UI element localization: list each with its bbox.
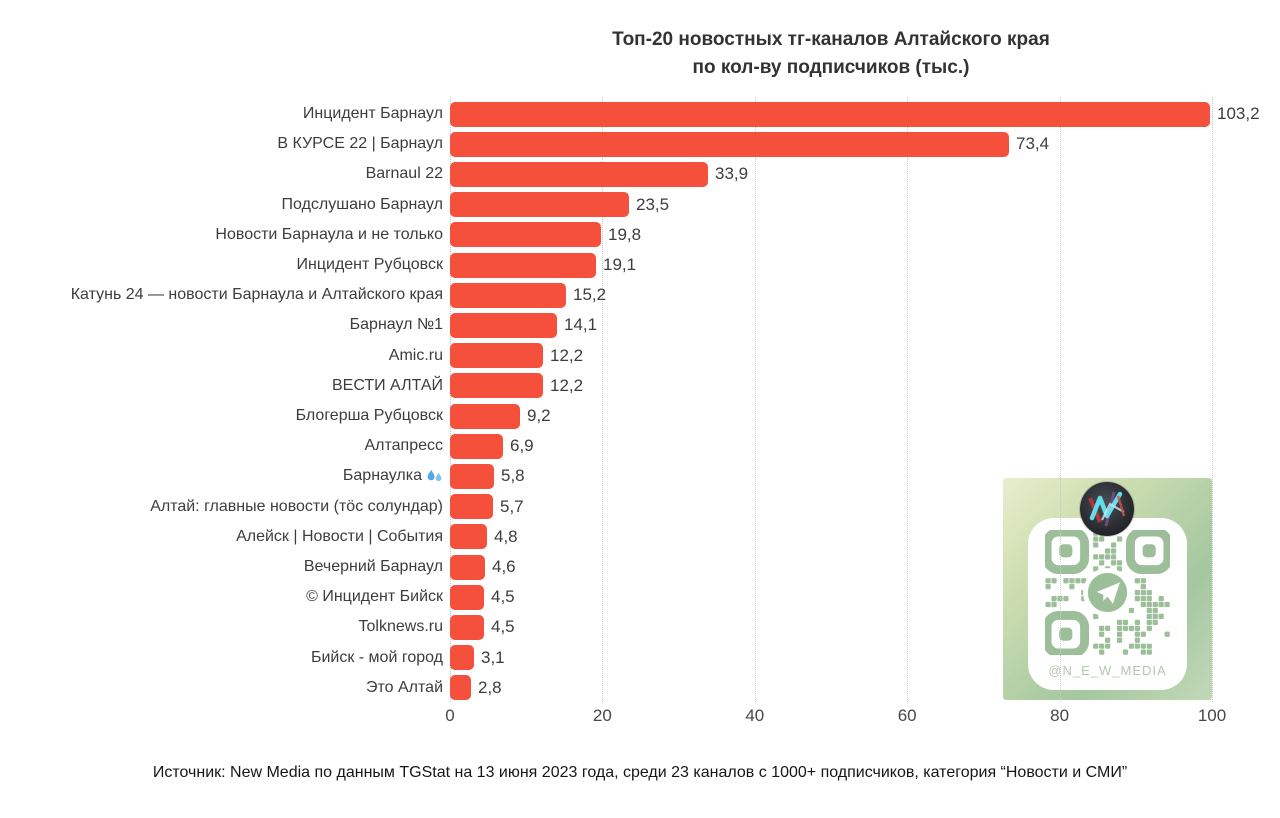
category-label-text: Алтай: главные новости (тöс солундар) [150,497,443,515]
x-tick-label: 0 [445,706,455,725]
bar [450,494,493,519]
chart-title-line1: Топ-20 новостных тг-каналов Алтайского края [612,29,1050,50]
x-tick-label: 100 [1197,706,1227,725]
category-label [0,673,443,703]
category-label-text: Блогерша Рубцовск [295,407,443,424]
bar [450,313,557,338]
gridline-40 [755,97,756,702]
category-label-text: Бийск - мой город [310,648,443,666]
value-label: 6,9 [510,436,534,456]
category-label-text: Барнаулка [342,467,422,485]
bar [450,192,629,217]
value-label: 103,2 [1217,104,1260,123]
channel-avatar [1080,482,1134,536]
x-tick-label: 60 [897,706,917,725]
category-label [0,643,443,673]
chart-title-line2: по кол-ву подписчиков (тыс.) [692,57,970,78]
value-label: 15,2 [573,285,607,305]
category-label [0,190,443,220]
category-label [0,401,443,431]
gridline-20 [602,97,603,702]
category-label-text: Новости Барнаула и не только [215,225,443,243]
bar [450,132,1009,157]
gridline-80 [1060,97,1061,702]
bar [450,675,471,700]
category-label-text: Это Алтай [366,678,443,696]
category-label-text: Алтапресс [364,437,443,455]
category-label-text: В КУРСЕ 22 | Барнаул [277,135,443,153]
category-label [0,552,443,582]
value-label: 9,2 [527,406,551,425]
value-label: 12,2 [550,345,584,365]
category-label [0,129,443,159]
bar [450,585,484,610]
category-label [0,612,443,642]
gridline-60 [907,97,908,702]
bar [450,343,543,368]
category-label-text: Amic.ru [388,346,443,364]
category-label [0,220,443,250]
bar [450,524,487,549]
category-label [0,492,443,522]
bar [450,555,485,580]
category-label [0,99,443,129]
value-label: 4,8 [494,526,518,546]
bar [450,162,708,187]
category-label [0,159,443,189]
value-label: 12,2 [550,375,584,395]
category-label [0,250,443,280]
category-label-text: Barnaul 22 [365,165,443,183]
category-label [0,582,443,612]
value-label: 2,8 [478,677,502,697]
value-label: 5,7 [500,496,524,516]
avatar-art-icon [1080,482,1134,536]
bar [450,373,543,398]
bar [450,434,503,459]
qr-promo-card [1003,478,1212,700]
chart-title [450,26,1212,82]
category-label-text: Tolknews.ru [358,618,443,636]
x-tick-label: 20 [592,706,612,725]
value-label: 4,5 [491,617,515,637]
category-label-text: Инцидент Барнаул [302,105,443,122]
bar [450,464,494,489]
x-tick-label: 40 [745,706,765,725]
category-label-text: Барнаул №1 [349,316,443,334]
category-label-text: Вечерний Барнаул [303,558,443,575]
value-label: 19,1 [603,255,637,274]
value-label: 23,5 [636,194,670,214]
category-label [0,522,443,552]
bar [450,615,484,640]
category-label-text: Инцидент Рубцовск [296,256,443,273]
value-label: 5,8 [501,466,525,486]
category-label [0,371,443,401]
category-label [0,280,443,310]
category-label-text: Алейск | Новости | События [236,527,443,545]
category-label [0,341,443,371]
category-label [0,431,443,461]
bar [450,102,1210,127]
telegram-handle: @N_E_W_MEDIA [1048,663,1167,678]
source-note: Источник: New Media по данным TGStat на 13 июня 2023 года, среди 23 каналов с 1000+ подписчиков, категория “Новости и СМИ” [152,764,1128,781]
gridline-100 [1212,97,1213,702]
category-label [0,310,443,340]
value-label: 14,1 [564,315,598,335]
value-label: 73,4 [1016,134,1050,154]
value-label: 19,8 [608,224,642,244]
value-label: 4,6 [492,557,516,576]
category-label-text: © Инцидент Бийск [306,588,443,606]
category-label-text: Подслушано Барнаул [281,195,443,213]
qr-code [1045,530,1170,655]
water-droplets-icon [426,469,443,484]
bar [450,253,596,278]
category-label-text: ВЕСТИ АЛТАЙ [331,376,443,394]
qr-code-panel [1028,518,1187,690]
value-label: 3,1 [481,647,505,667]
category-label [0,461,443,491]
bar [450,404,520,429]
bar [450,283,566,308]
gridline-0 [450,97,451,702]
bar [450,222,601,247]
bar [450,645,474,670]
x-tick-label: 80 [1050,706,1070,725]
category-label-text: Катунь 24 — новости Барнаула и Алтайского края [70,286,443,304]
value-label: 33,9 [715,164,749,184]
value-label: 4,5 [491,587,515,607]
